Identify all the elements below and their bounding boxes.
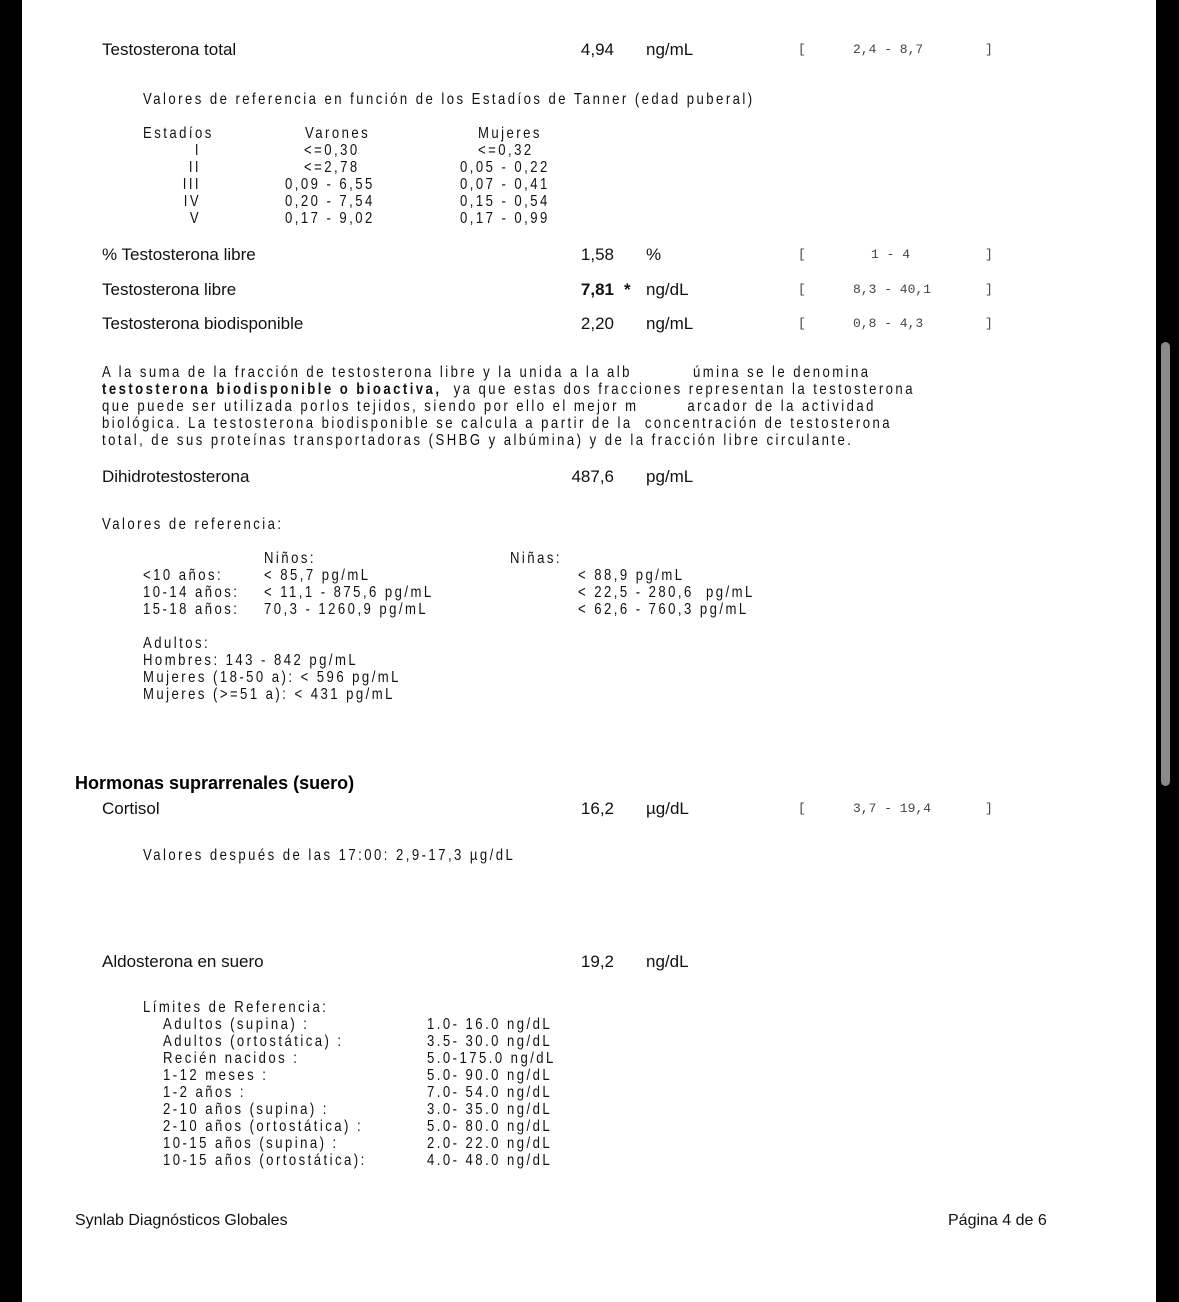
tanner-female-range: 0,07 - 0,41	[460, 176, 550, 193]
result-value: 16,2	[580, 799, 614, 818]
aldo-ref-range: 3.0- 35.0 ng/dL	[427, 1101, 553, 1118]
dht-boys-range: 70,3 - 1260,9 pg/mL	[264, 601, 429, 618]
dht-boys-range: < 11,1 - 875,6 pg/mL	[264, 584, 434, 601]
tanner-female-range: 0,05 - 0,22	[460, 159, 550, 176]
result-name: % Testosterona libre	[102, 245, 256, 264]
report-page	[22, 0, 1156, 1302]
result-unit: ng/mL	[646, 314, 694, 333]
aldo-ref-label: Adultos (supina) :	[163, 1016, 310, 1033]
range-open-bracket: [	[798, 282, 806, 297]
tanner-female-range: <=0,32	[478, 142, 534, 159]
dht-girls-header: Niñas:	[510, 550, 562, 567]
aldo-ref-range: 5.0- 80.0 ng/dL	[427, 1118, 553, 1135]
dht-adults-header: Adultos:	[143, 635, 211, 652]
dht-ref-title: Valores de referencia:	[102, 516, 284, 533]
aldo-ref-range: 2.0- 22.0 ng/dL	[427, 1135, 553, 1152]
dht-adult-range: Mujeres (>=51 a): < 431 pg/mL	[143, 686, 395, 703]
result-value: 19,2	[580, 952, 614, 971]
bio-note-line: que puede ser utilizada porlos tejidos, siendo por ello el mejor m arcador de la actividad	[102, 398, 876, 415]
dht-age: 10-14 años:	[143, 584, 240, 601]
footer-page-number: Página 4 de 6	[948, 1212, 1047, 1229]
aldo-ref-range: 5.0-175.0 ng/dL	[427, 1050, 556, 1067]
tanner-male-range: <=2,78	[304, 159, 360, 176]
footer-lab-name: Synlab Diagnósticos Globales	[75, 1212, 288, 1229]
range-open-bracket: [	[798, 801, 806, 816]
dht-age: 15-18 años:	[143, 601, 240, 618]
result-value: 487,6	[571, 467, 614, 486]
dht-girls-range: < 22,5 - 280,6 pg/mL	[578, 584, 755, 601]
result-unit: ng/dL	[646, 280, 689, 299]
dht-girls-range: < 62,6 - 760,3 pg/mL	[578, 601, 749, 618]
result-name: Testosterona libre	[102, 280, 237, 299]
result-range: 0,8 - 4,3	[853, 316, 924, 331]
dht-adult-range: Hombres: 143 - 842 pg/mL	[143, 652, 359, 669]
section-title: Hormonas suprarrenales (suero)	[75, 773, 355, 793]
result-value-abnormal: 7,81	[580, 280, 614, 299]
dht-boys-range: < 85,7 pg/mL	[264, 567, 371, 584]
bio-note-line	[102, 381, 915, 398]
result-range: 2,4 - 8,7	[853, 42, 924, 57]
cortisol-note: Valores después de las 17:00: 2,9-17,3 µg/dL	[143, 847, 516, 864]
dht-boys-header: Niños:	[264, 550, 316, 567]
aldo-ref-title: Límites de Referencia:	[143, 999, 329, 1016]
result-unit: pg/mL	[646, 467, 694, 486]
scrollbar-thumb[interactable]	[1161, 342, 1170, 786]
bio-note-line: total, de sus proteínas transportadoras (SHBG y albúmina) y de la fracción libre circulante.	[102, 432, 854, 449]
tanner-stage: I	[194, 142, 202, 159]
range-close-bracket: ]	[985, 316, 993, 331]
aldo-ref-label: 10-15 años (supina) :	[163, 1135, 339, 1152]
aldo-ref-label: Recién nacidos :	[163, 1050, 300, 1067]
tanner-male-range: 0,17 - 9,02	[285, 210, 375, 227]
aldo-ref-label: 1-12 meses :	[163, 1067, 269, 1084]
dht-age: <10 años:	[143, 567, 224, 584]
aldo-ref-range: 7.0- 54.0 ng/dL	[427, 1084, 553, 1101]
range-close-bracket: ]	[985, 801, 993, 816]
tanner-stage: III	[182, 176, 202, 193]
dht-adult-range: Mujeres (18-50 a): < 596 pg/mL	[143, 669, 401, 686]
abnormal-flag: *	[624, 280, 631, 299]
tanner-male-range: 0,09 - 6,55	[285, 176, 375, 193]
tanner-header-stage: Estadíos	[143, 125, 214, 142]
result-name: Testosterona biodisponible	[102, 314, 304, 333]
aldo-ref-label: Adultos (ortostática) :	[163, 1033, 344, 1050]
bio-note-emphasis: testosterona biodisponible o bioactiva,	[102, 381, 442, 398]
result-value: 2,20	[580, 314, 614, 333]
aldo-ref-label: 10-15 años (ortostática):	[163, 1152, 367, 1169]
result-name: Cortisol	[102, 799, 160, 818]
tanner-title: Valores de referencia en función de los Estadíos de Tanner (edad puberal)	[143, 91, 755, 108]
result-value: 1,58	[580, 245, 614, 264]
result-unit: ng/mL	[646, 40, 694, 59]
range-close-bracket: ]	[985, 247, 993, 262]
tanner-stage: II	[188, 159, 202, 176]
dht-girls-range: < 88,9 pg/mL	[578, 567, 685, 584]
tanner-stage: V	[189, 210, 202, 227]
result-range: 3,7 - 19,4	[853, 801, 932, 816]
tanner-male-range: 0,20 - 7,54	[285, 193, 375, 210]
tanner-header-female: Mujeres	[478, 125, 542, 142]
result-unit: %	[646, 245, 662, 264]
tanner-male-range: <=0,30	[304, 142, 360, 159]
aldo-ref-range: 3.5- 30.0 ng/dL	[427, 1033, 553, 1050]
result-range: 1 - 4	[871, 247, 911, 262]
range-close-bracket: ]	[985, 42, 993, 57]
result-name: Dihidrotestosterona	[102, 467, 250, 486]
aldo-ref-label: 2-10 años (supina) :	[163, 1101, 329, 1118]
tanner-header-male: Varones	[305, 125, 371, 142]
aldo-ref-range: 1.0- 16.0 ng/dL	[427, 1016, 553, 1033]
range-open-bracket: [	[798, 316, 806, 331]
aldo-ref-range: 5.0- 90.0 ng/dL	[427, 1067, 553, 1084]
bio-note-line: biológica. La testosterona biodisponible se calcula a partir de la concentración de testosterona	[102, 415, 893, 432]
result-value: 4,94	[580, 40, 614, 59]
aldo-ref-label: 2-10 años (ortostática) :	[163, 1118, 364, 1135]
tanner-stage: IV	[183, 193, 202, 210]
tanner-female-range: 0,15 - 0,54	[460, 193, 550, 210]
range-close-bracket: ]	[985, 282, 993, 297]
range-open-bracket: [	[798, 247, 806, 262]
aldo-ref-range: 4.0- 48.0 ng/dL	[427, 1152, 553, 1169]
result-range: 8,3 - 40,1	[853, 282, 932, 297]
range-open-bracket: [	[798, 42, 806, 57]
tanner-female-range: 0,17 - 0,99	[460, 210, 550, 227]
result-unit: ng/dL	[646, 952, 689, 971]
result-unit: µg/dL	[646, 799, 689, 818]
aldo-ref-label: 1-2 años :	[163, 1084, 246, 1101]
result-name: Aldosterona en suero	[102, 952, 264, 971]
bio-note-line: A la suma de la fracción de testosterona libre y la unida a la alb úmina se le denomina	[102, 364, 871, 381]
bio-note-text: ya que estas dos fracciones representan la testosterona	[441, 381, 915, 398]
result-name: Testosterona total	[102, 40, 237, 59]
